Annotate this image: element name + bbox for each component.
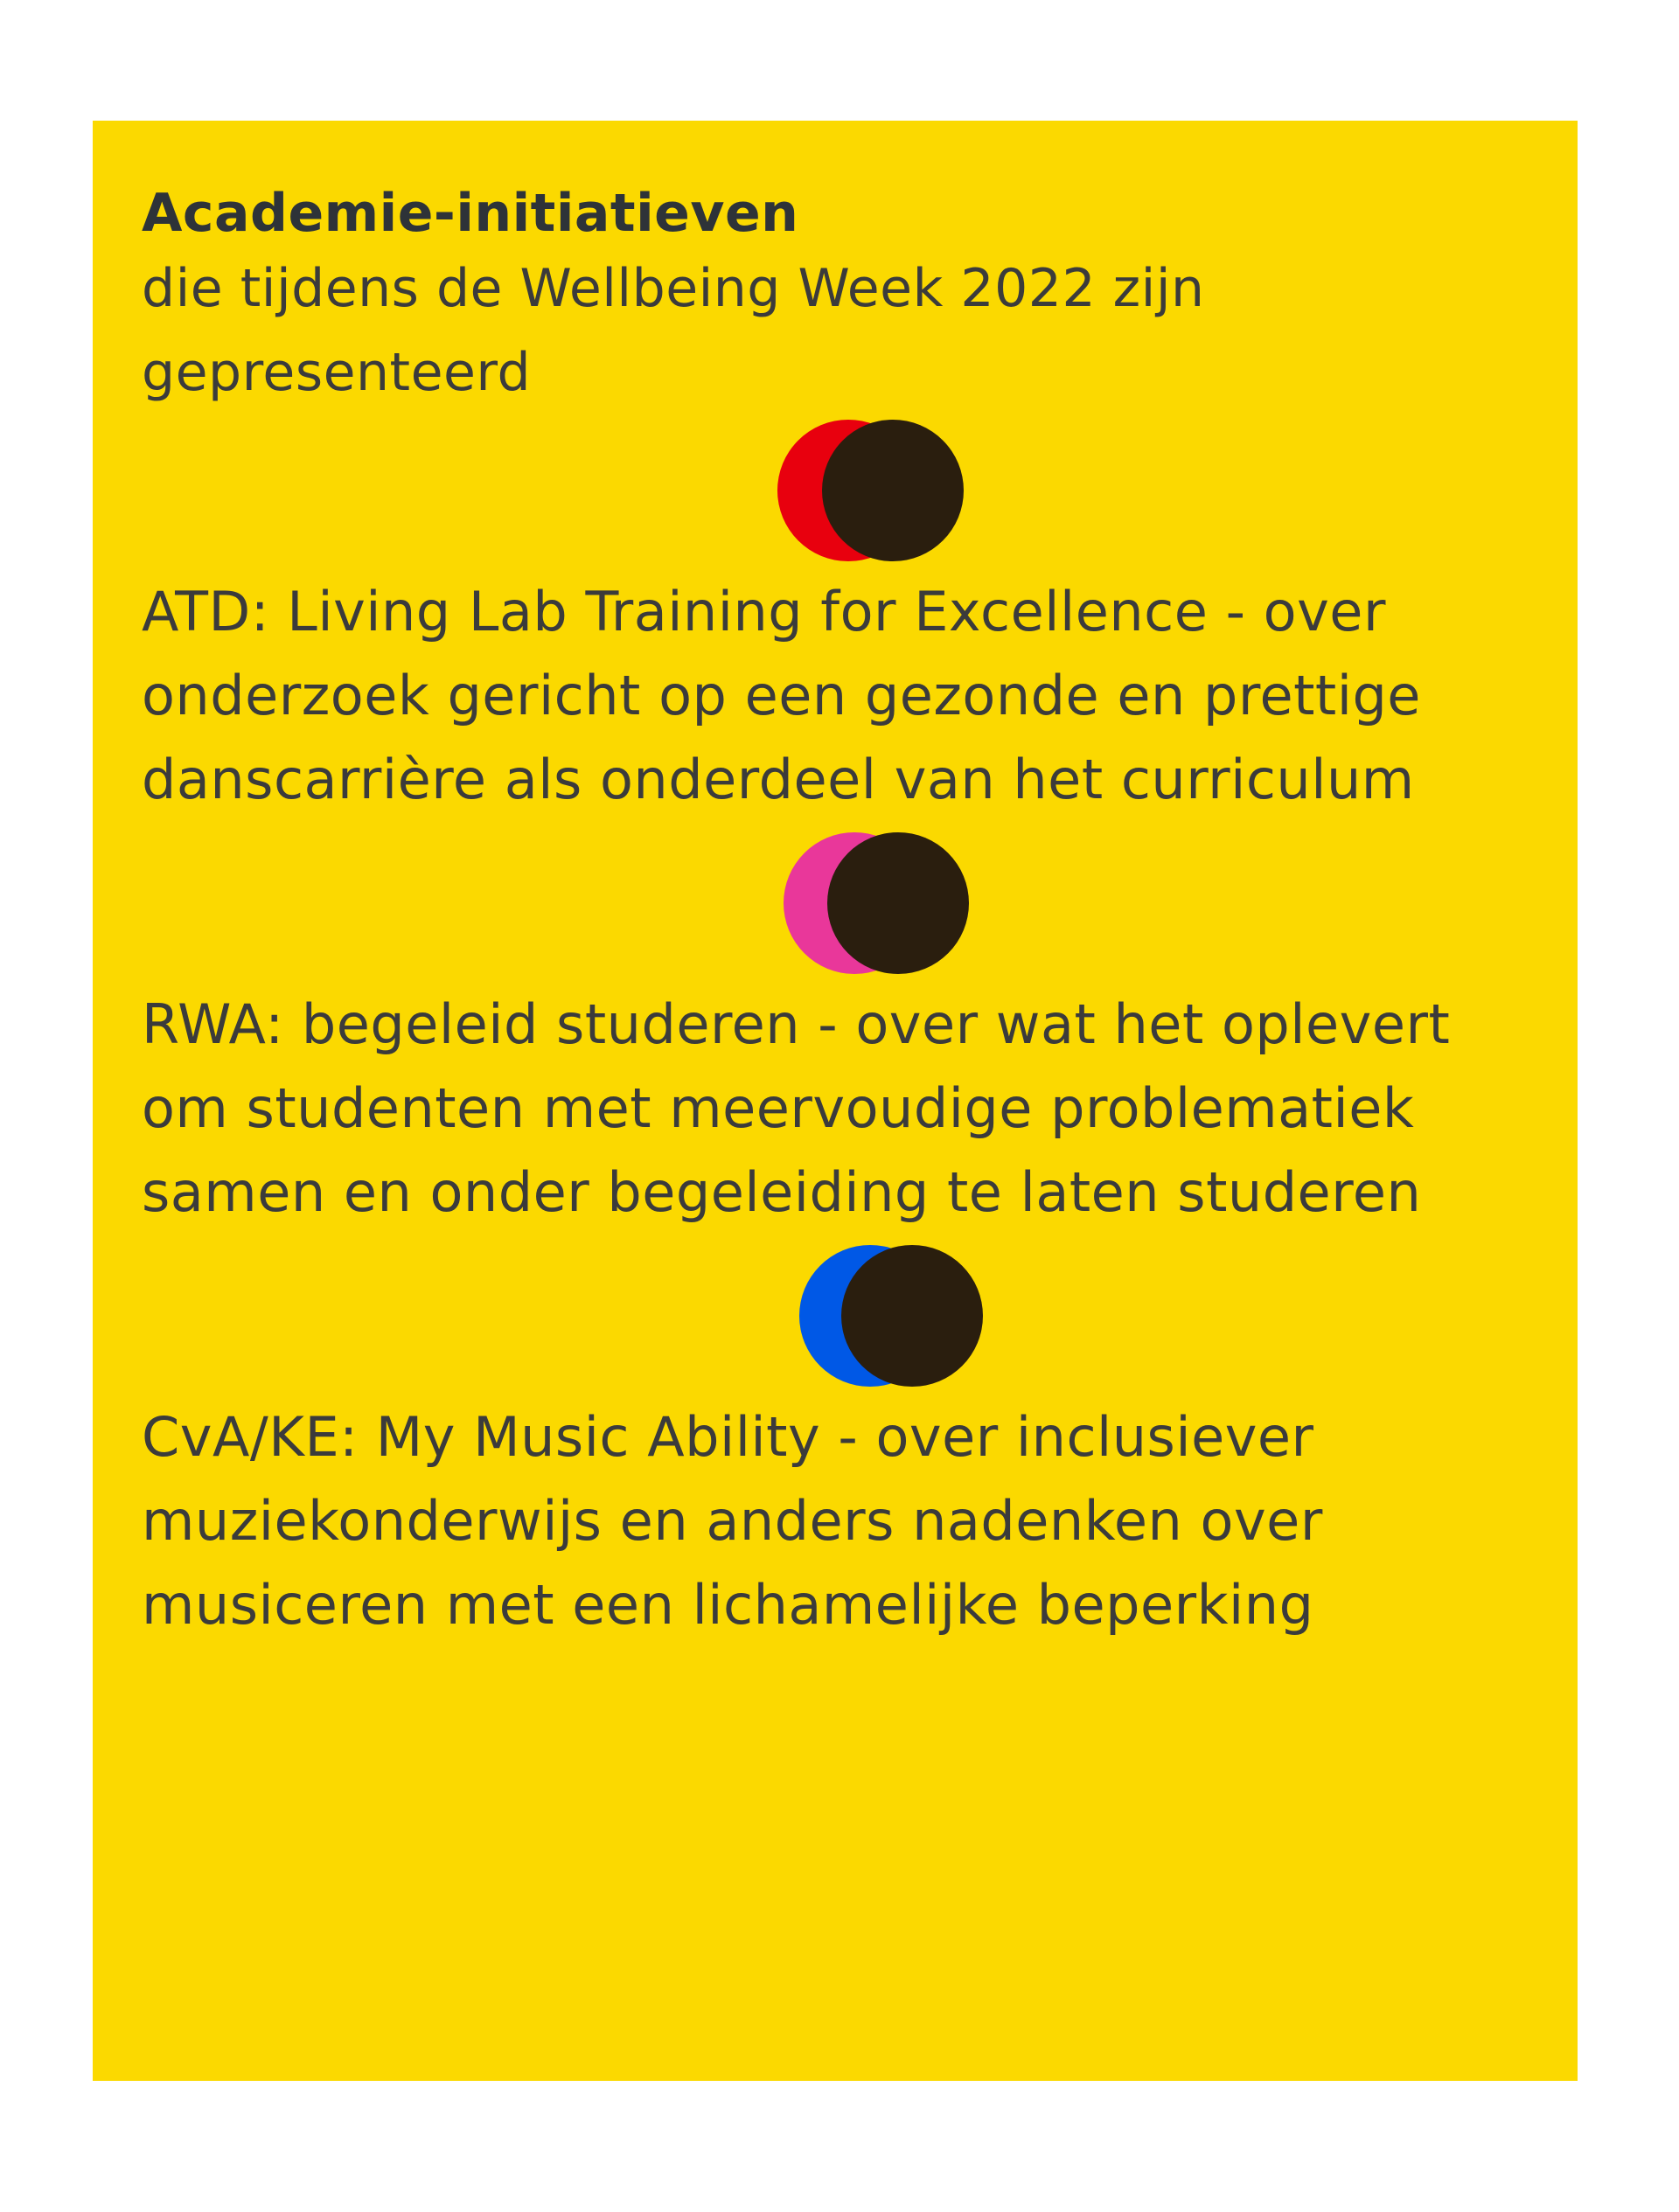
initiatives-panel xyxy=(93,121,1578,2081)
page-title: Academie-initiatieven xyxy=(142,183,799,244)
initiative-item-atd: ATD: Living Lab Training for Excellence - over onderzoek gericht op een gezonde en prettige danscarrière als onderdeel van het curriculum xyxy=(142,580,1421,811)
dark-circle-icon xyxy=(841,1245,983,1387)
divider-dots-red xyxy=(142,416,1508,565)
dark-circle-icon xyxy=(827,832,969,974)
divider-dots-blue xyxy=(142,1242,1508,1390)
dark-circle-icon xyxy=(822,420,964,561)
page-subtitle: die tijdens de Wellbeing Week 2022 zijn gepresenteerd xyxy=(142,258,1205,403)
initiative-item-cva-ke: CvA/KE: My Music Ability - over inclusiever muziekonderwijs en anders nadenken over musiceren met een lichamelijke beperking xyxy=(142,1405,1323,1637)
divider-dots-pink xyxy=(142,829,1508,977)
initiative-item-rwa: RWA: begeleid studeren - over wat het oplevert om studenten met meervoudige problematiek samen en onder begeleiding te laten studeren xyxy=(142,992,1451,1224)
